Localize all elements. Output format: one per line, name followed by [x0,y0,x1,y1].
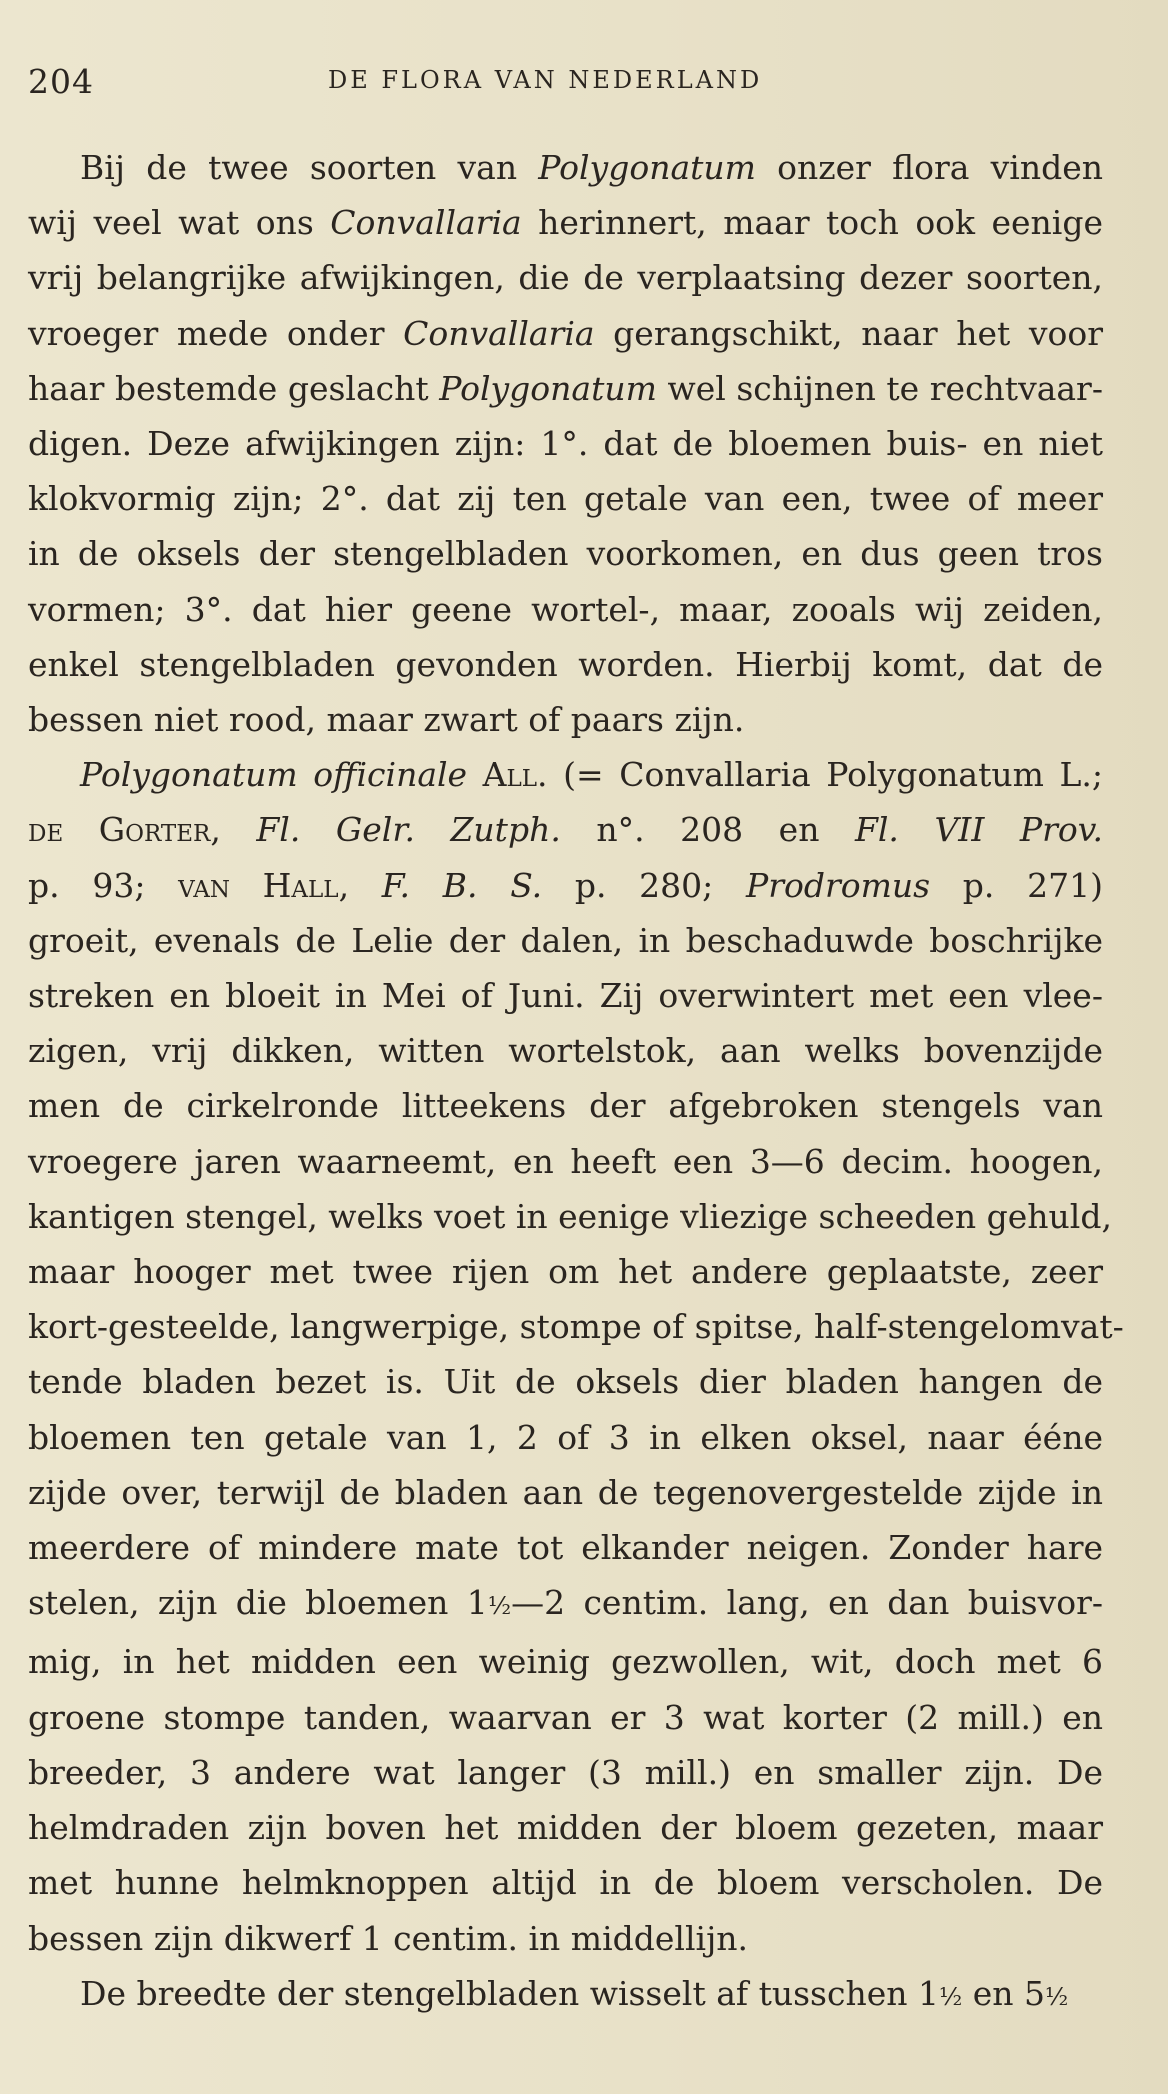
text-line: groeit, evenals de Lelie der dalen, in beschaduwde boschrijke [28,920,1103,960]
text-line: Bij de twee soorten van Polygonatum onzer flora vinden [80,148,1104,187]
text-line: zijde over, terwijl de bladen aan de tegenovergestelde zijde in [28,1472,1103,1512]
text-line: Polygonatum officinale All. (= Convallaria Polygonatum L.; [80,755,1104,795]
fraction: ½ [938,1982,963,2011]
text-line: De breedte der stengelbladen wisselt af tusschen 1½ en 5½ [80,1973,1069,2013]
text-line: bessen niet rood, maar zwart of paars zijn. [28,700,745,740]
text-line: kantigen stengel, welks voet in eenige vliezige scheeden gehuld, [28,1196,1112,1236]
text-line: vroegere jaren waarneemt, en heeft een 3—6 decim. hoogen, [28,1141,1103,1181]
text-line: groene stompe tanden, waarvan er 3 wat korter (2 mill.) en [28,1697,1103,1737]
text-line: mig, in het midden een weinig gezwollen, wit, doch met 6 [28,1642,1103,1682]
text-line: helmdraden zijn boven het midden der bloem gezeten, maar [28,1808,1103,1848]
page-number: 204 [28,62,94,101]
text-line: wij veel wat ons Convallaria herinnert, maar toch ook eenige [28,203,1103,243]
text-line: zigen, vrij dikken, witten wortelstok, aan welks bovenzijde [28,1031,1103,1071]
text-line: in de oksels der stengelbladen voorkomen, en dus geen tros [28,534,1103,574]
text-line: breeder, 3 andere wat langer (3 mill.) en smaller zijn. De [28,1752,1103,1792]
body-text [28,140,1124,2025]
text-line: tende bladen bezet is. Uit de oksels dier bladen hangen de [28,1362,1103,1402]
text-line: vroeger mede onder Convallaria gerangschikt, naar het voor [28,313,1103,353]
text-line: bessen zijn dikwerf 1 centim. in middellijn. [28,1918,749,1958]
text-line: streken en bloeit in Mei of Juni. Zij overwintert met een vlee- [28,976,1103,1016]
text-line: maar hooger met twee rijen om het andere geplaatste, zeer [28,1252,1103,1292]
text-line: vormen; 3°. dat hier geene wortel-, maar, zooals wij zeiden, [28,589,1103,629]
text-line: digen. Deze afwijkingen zijn: 1°. dat de bloemen buis- en niet [28,424,1103,464]
text-line: haar bestemde geslacht Polygonatum wel schijnen te rechtvaar- [28,368,1103,408]
text-line: meerdere of mindere mate tot elkander neigen. Zonder hare [28,1528,1103,1568]
page-header [28,58,1138,106]
text-line: de Gorter, Fl. Gelr. Zutph. n°. 208 en Fl. VII Prov. [28,810,1103,850]
text-line: men de cirkelronde litteekens der afgebroken stengels van [28,1086,1103,1126]
fraction: ½ [487,1592,512,1621]
text-line: stelen, zijn die bloemen 1½—2 centim. lang, en dan buisvor- [28,1583,1104,1623]
fraction: ½ [1045,1982,1069,2011]
text-line: met hunne helmknoppen altijd in de bloem verscholen. De [28,1863,1103,1903]
text-line: klokvormig zijn; 2°. dat zij ten getale van een, twee of meer [28,479,1103,519]
text-line: bloemen ten getale van 1, 2 of 3 in elken oksel, naar ééne [28,1417,1103,1457]
text-line: vrij belangrijke afwijkingen, die de verplaatsing dezer soorten, [28,258,1103,298]
text-line: kort-gesteelde, langwerpige, stompe of spitse, half-stengelomvat- [28,1307,1124,1347]
text-line: p. 93; van Hall, F. B. S. p. 280; Prodromus p. 271) [28,865,1103,905]
running-title: DE FLORA VAN NEDERLAND [328,66,763,94]
text-line: enkel stengelbladen gevonden worden. Hierbij komt, dat de [28,644,1103,684]
